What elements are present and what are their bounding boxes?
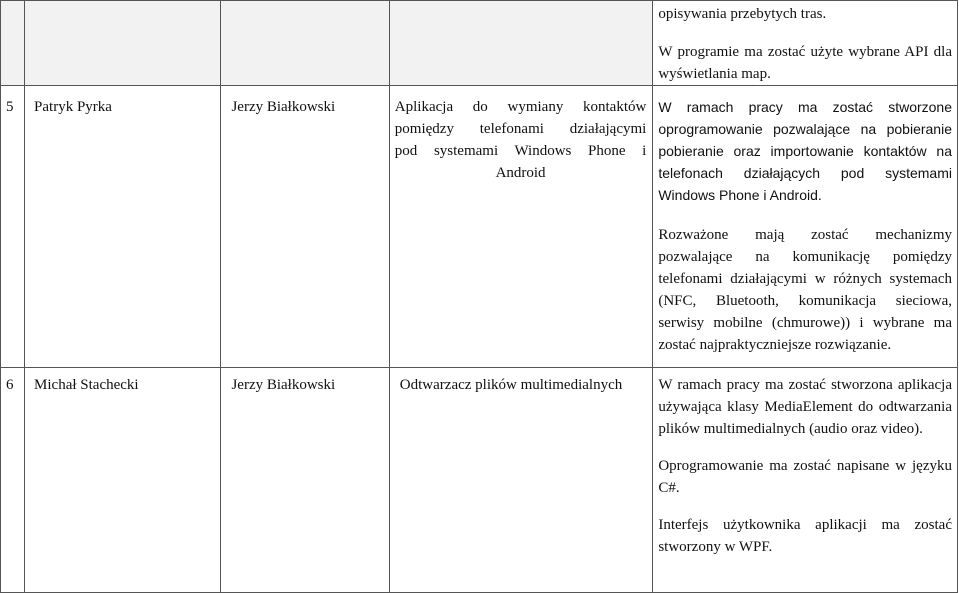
cell-number: 5 bbox=[1, 86, 25, 368]
description-paragraph: W ramach pracy ma zostać stworzona aplikacja używająca klasy MediaElement do odtwarzania plików multimedialnych (audio oraz video). bbox=[658, 377, 952, 437]
description-paragraph: Interfejs użytkownika aplikacji ma zostać stworzony w WPF. bbox=[658, 517, 952, 555]
table-row bbox=[1, 86, 958, 368]
title-line: Aplikacja do wymiany kontaktów bbox=[394, 99, 647, 115]
cell-student: Patryk Pyrka bbox=[25, 86, 221, 368]
cell-title: Odtwarzacz plików multimedialnych bbox=[389, 368, 653, 593]
table-row bbox=[1, 368, 958, 593]
cell-description bbox=[653, 86, 958, 368]
cell-number-empty bbox=[1, 1, 25, 86]
description-paragraph: opisywania przebytych tras. bbox=[658, 6, 827, 22]
title-line: pomiędzy telefonami działającymi bbox=[394, 121, 647, 137]
description-paragraph: W ramach pracy ma zostać stworzone oprogramowanie pozwalające na pobieranie pobieranie oraz importowanie kontaktów na telefonach działających pod systemami Windows Phone i Android. bbox=[658, 99, 952, 203]
cell-supervisor: Jerzy Białkowski bbox=[221, 368, 389, 593]
description-paragraph: W programie ma zostać użyte wybrane API dla wyświetlania map. bbox=[658, 44, 952, 82]
title-line: Android bbox=[495, 165, 546, 181]
cell-title-empty bbox=[389, 1, 653, 86]
title-line: pod systemami Windows Phone i bbox=[394, 143, 647, 159]
cell-supervisor: Jerzy Białkowski bbox=[221, 86, 389, 368]
cell-student-empty bbox=[25, 1, 221, 86]
table-row-continued bbox=[1, 1, 958, 86]
description-paragraph: Rozważone mają zostać mechanizmy pozwalające na komunikację pomiędzy telefonami działającymi w różnych systemach (NFC, Bluetooth, komunikacja sieciowa, serwisy mobilne (chmurowe)) i wybrane ma zostać najpraktyczniejsze rozwiązanie. bbox=[658, 227, 952, 353]
cell-student: Michał Stachecki bbox=[25, 368, 221, 593]
cell-title bbox=[389, 86, 653, 368]
description-paragraph: Oprogramowanie ma zostać napisane w języku C#. bbox=[658, 458, 952, 496]
cell-supervisor-empty bbox=[221, 1, 389, 86]
cell-description bbox=[653, 368, 958, 593]
cell-description bbox=[653, 1, 958, 86]
cell-number: 6 bbox=[1, 368, 25, 593]
